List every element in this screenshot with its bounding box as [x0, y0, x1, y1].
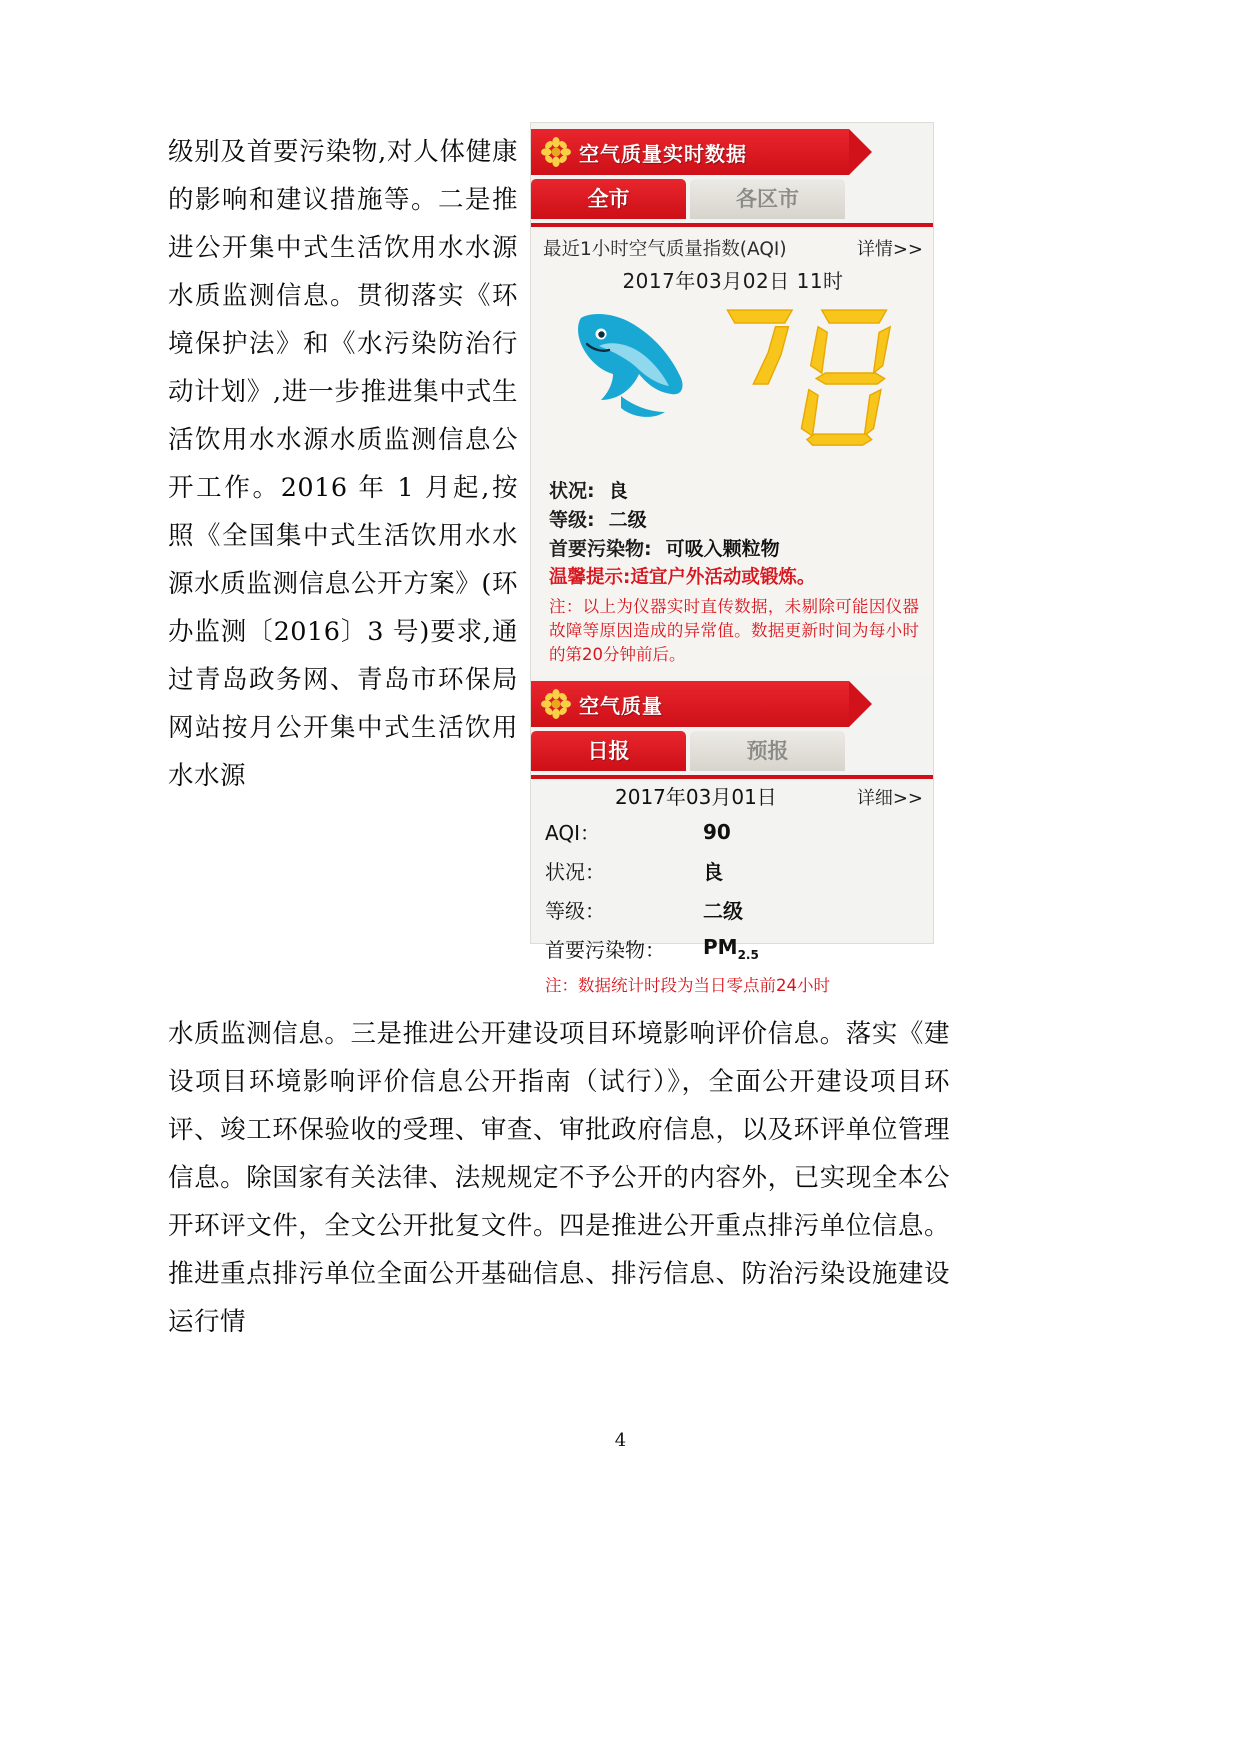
tab-city-all[interactable]: 全市 — [531, 179, 686, 219]
daily-row-value: 二级 — [703, 899, 743, 923]
daily-row-key: 首要污染物： — [545, 938, 665, 962]
daily-head-row — [545, 781, 923, 810]
aqi-value-display — [720, 298, 905, 448]
realtime-tip: 温馨提示:适宜户外活动或锻炼。 — [549, 567, 816, 588]
daily-row-key: 状况： — [545, 860, 605, 884]
daily-tabs — [531, 731, 933, 779]
realtime-status-label: 状况: — [549, 480, 595, 502]
daily-table — [545, 812, 923, 968]
aqi-display-area — [543, 294, 923, 474]
daily-row-value: 90 — [703, 819, 731, 844]
realtime-datetime: 2017年03月02日 11时 — [622, 269, 844, 293]
table-row — [545, 812, 923, 851]
daily-banner-title: 空气质量 — [579, 693, 663, 718]
realtime-level-value: 二级 — [608, 509, 647, 531]
realtime-pollutant-label: 首要污染物: — [549, 538, 652, 560]
body-text-full: 水质监测信息。三是推进公开建设项目环境影响评价信息。落实《建设项目环境影响评价信息公开指南（试行）》，全面公开建设项目环评、竣工环保验收的受理、审查、审批政府信息，以及环评单位管理信息。除国家有关法律、法规规定不予公开的内容外，已实现全本公开环评文件，全文公开批复文件。四是推进公开重点排污单位信息。推进重点排污单位全面公开基础信息、排污信息、防治污染设施建设运行情 — [168, 1019, 950, 1337]
realtime-pollutant-row — [549, 534, 923, 561]
realtime-tabs — [531, 179, 933, 227]
tab-daily-report[interactable]: 日报 — [531, 731, 686, 771]
flower-icon — [541, 137, 571, 167]
realtime-level-row — [549, 505, 923, 532]
realtime-note: 注：以上为仪器实时直传数据，未剔除可能因仪器故障等原因造成的异常值。数据更新时间为每小时的第20分钟前后。 — [549, 597, 919, 664]
daily-note: 注：数据统计时段为当日零点前24小时 — [545, 976, 830, 995]
page-number: 4 — [614, 1430, 627, 1451]
dolphin-mascot-icon — [561, 300, 711, 430]
tab-forecast[interactable]: 预报 — [690, 731, 845, 771]
realtime-detail-link[interactable]: 详情>> — [856, 239, 923, 260]
realtime-panel — [531, 227, 933, 675]
table-row — [545, 890, 923, 929]
daily-row-key: AQI： — [545, 821, 600, 845]
daily-detail-link[interactable]: 详细>> — [856, 788, 923, 809]
air-quality-widget — [530, 122, 934, 995]
daily-banner — [531, 681, 849, 727]
daily-row-value: 良 — [703, 860, 723, 884]
realtime-head-row — [543, 235, 923, 261]
daily-row-key: 等级： — [545, 899, 605, 923]
table-row — [545, 851, 923, 890]
realtime-banner-title: 空气质量实时数据 — [579, 141, 747, 166]
daily-row-value: $PM_{2.5}$ — [703, 935, 759, 962]
realtime-status-value: 良 — [608, 480, 628, 502]
flower-icon — [541, 689, 571, 719]
daily-date: 2017年03月01日 — [615, 785, 777, 809]
table-row — [545, 929, 923, 968]
body-text-column: 级别及首要污染物,对人体健康的影响和建议措施等。二是推进公开集中式生活饮用水水源水质监测信息。贯彻落实《环境保护法》和《水污染防治行动计划》,进一步推进集中式生活饮用水水源水质监测信息公开工作。2016 年 1 月起,按照《全国集中式生活饮用水水源水质监测信息公开方案》(环办监测〔2016〕3 号)要求,通过青岛政务网、青岛市环保局网站按月公开集中式生活饮用水水源 — [168, 137, 518, 791]
realtime-status-row — [549, 476, 923, 503]
daily-panel — [531, 779, 933, 1000]
realtime-banner — [531, 129, 849, 175]
tab-districts[interactable]: 各区市 — [690, 179, 845, 219]
realtime-level-label: 等级: — [549, 509, 595, 531]
realtime-head-label: 最近1小时空气质量指数(AQI) — [543, 239, 787, 260]
realtime-pollutant-value: 可吸入颗粒物 — [665, 538, 780, 560]
